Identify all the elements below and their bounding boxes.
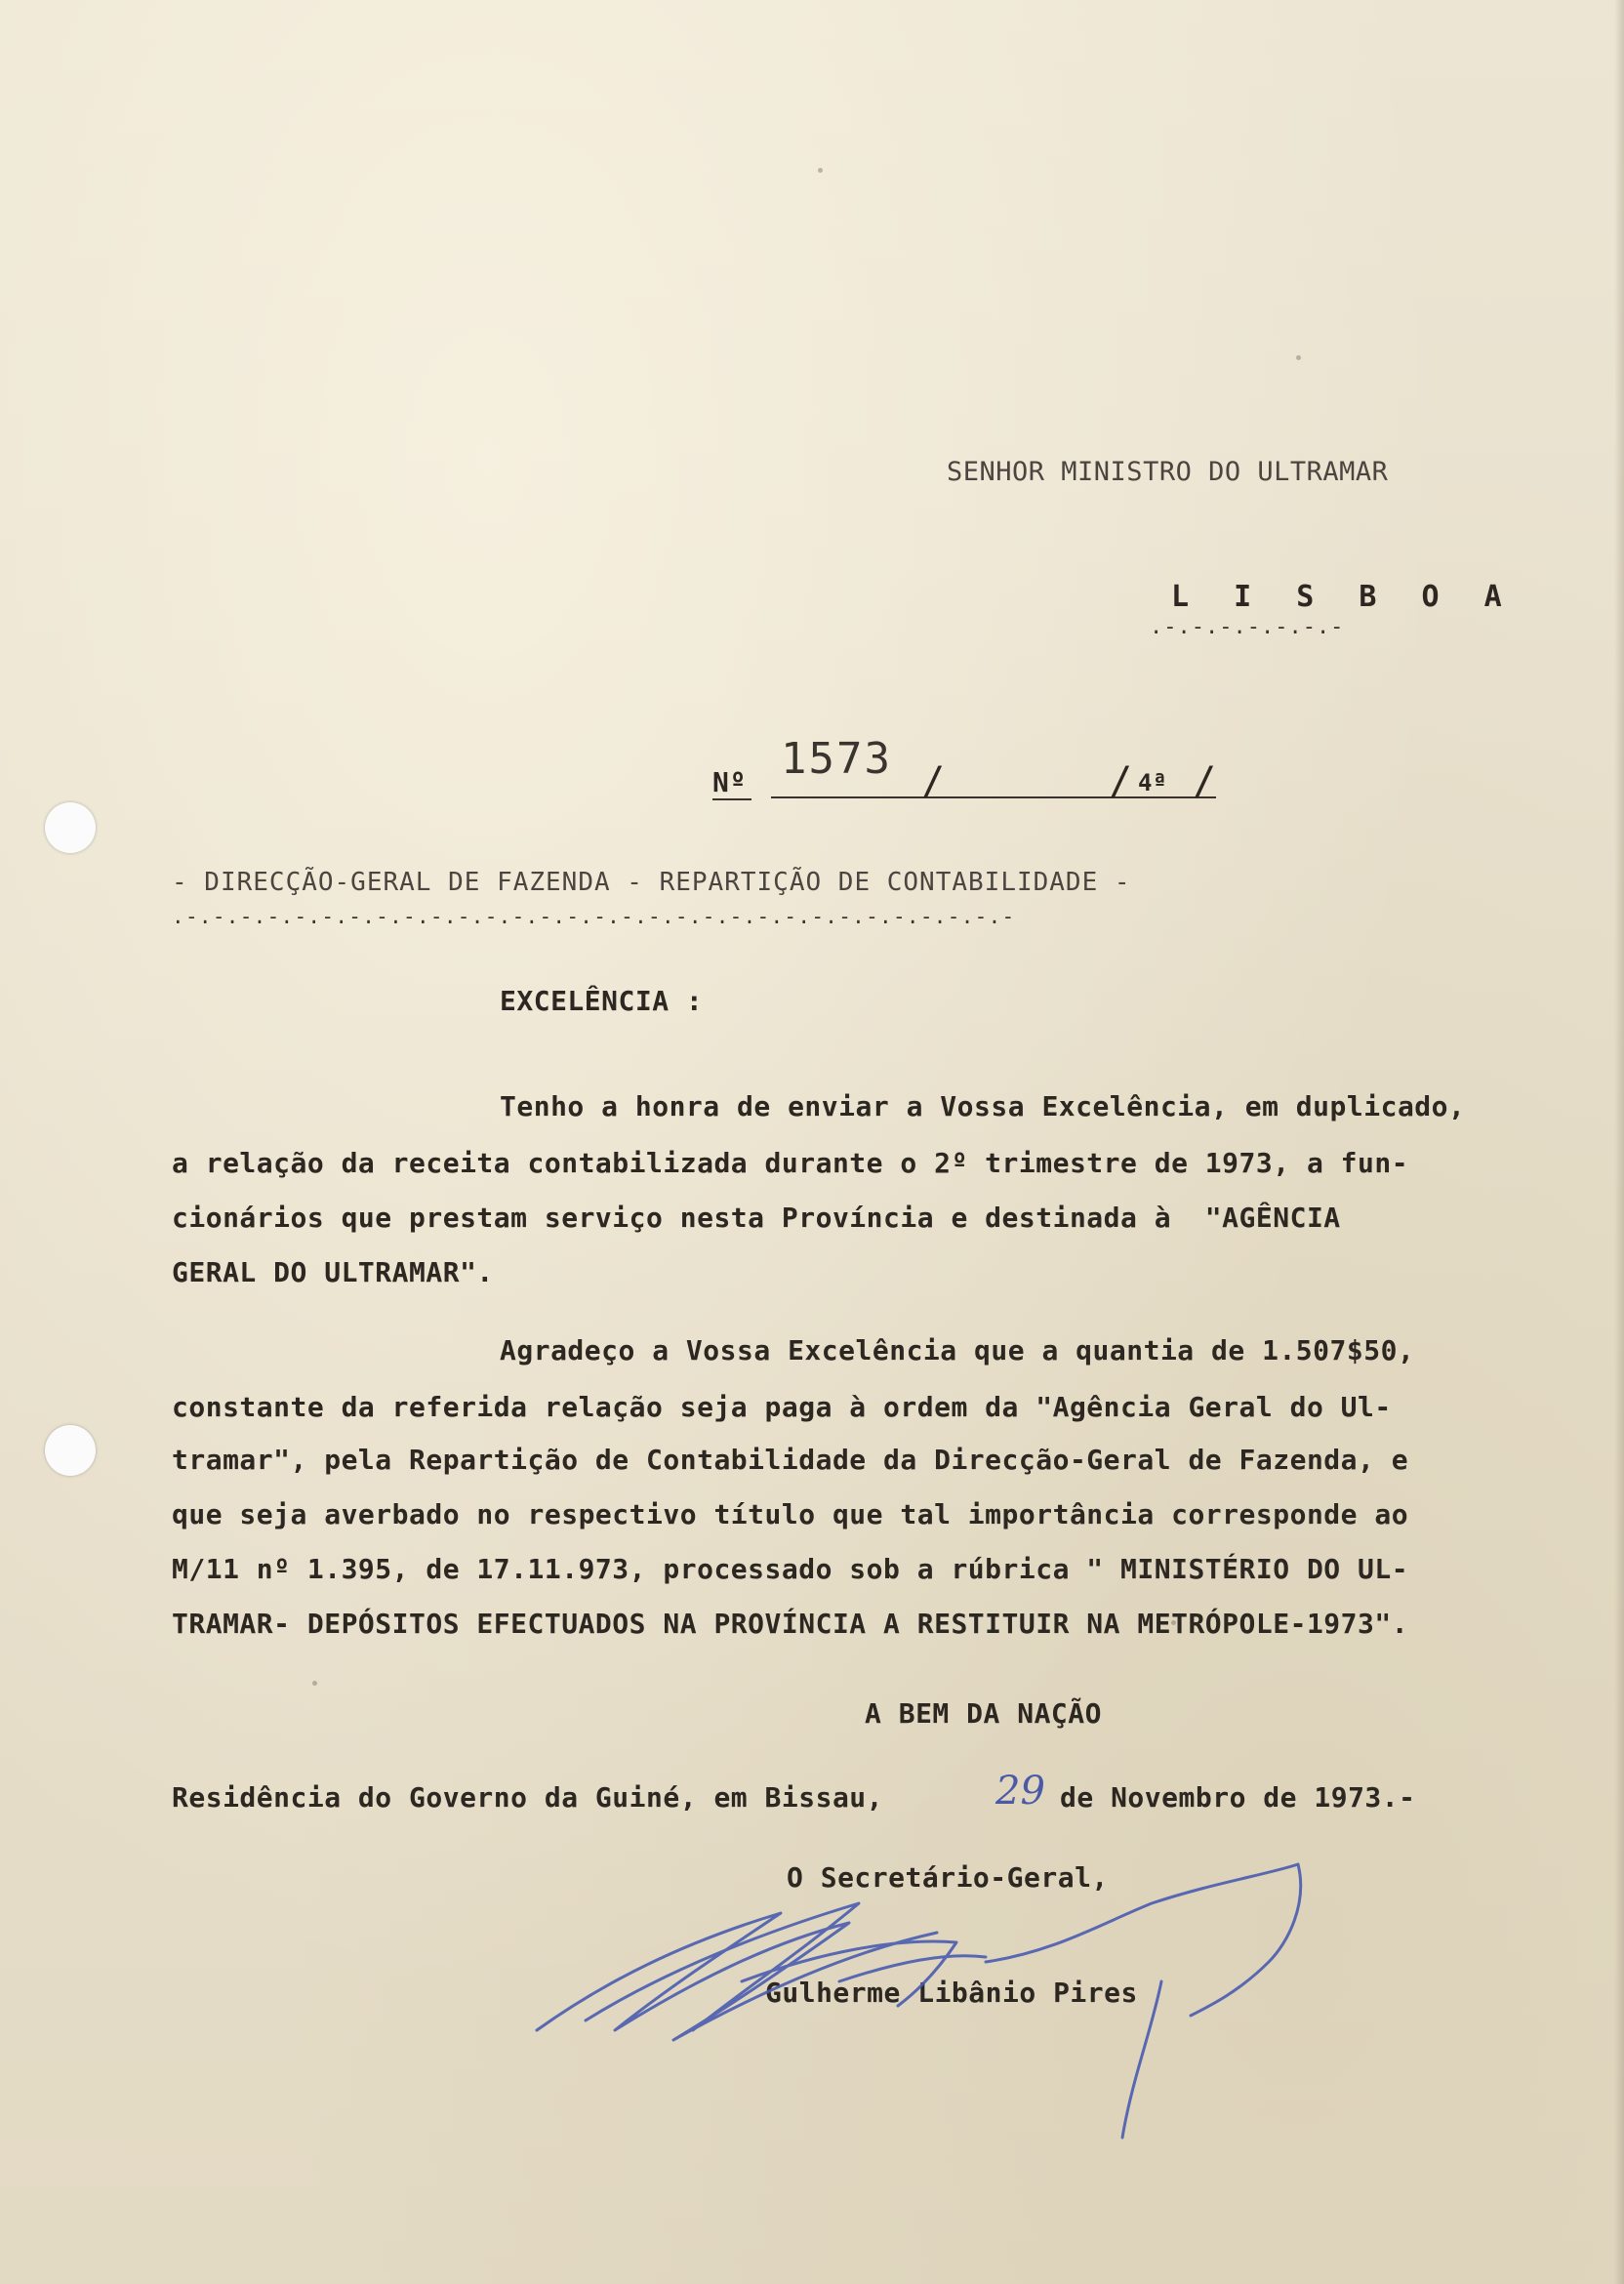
- place-date-prefix: Residência do Governo da Guiné, em Bissau,: [172, 1781, 884, 1814]
- paper-speck: [312, 1681, 317, 1686]
- reference-prefix: Nº: [712, 766, 747, 798]
- paper-speck: [818, 168, 823, 173]
- paragraph1-line: a relação da receita contabilizada durante o 2º trimestre de 1973, a fun-: [172, 1147, 1409, 1179]
- paragraph1-line: Tenho a honra de enviar a Vossa Excelência, em duplicado,: [500, 1090, 1466, 1122]
- paragraph2-line: Agradeço a Vossa Excelência que a quantia de 1.507$50,: [500, 1334, 1415, 1366]
- department-underline: .-.-.-.-.-.-.-.-.-.-.-.-.-.-.-.-.-.-.-.-.-.-.-.-.-.-.-.-.-.-.-: [172, 905, 1016, 928]
- handwritten-signature: [527, 1835, 1327, 2147]
- paper-speck: [1296, 355, 1301, 360]
- closing: A BEM DA NAÇÃO: [865, 1697, 1103, 1730]
- reference-number: 1573: [781, 734, 892, 784]
- punch-hole: [45, 1425, 96, 1476]
- punch-hole: [45, 802, 96, 853]
- salutation: EXCELÊNCIA :: [500, 985, 704, 1017]
- signatory-name: Gulherme Libânio Pires: [765, 1977, 1138, 2009]
- addressee-city: L I S B O A: [1171, 580, 1516, 614]
- paragraph2-line: que seja averbado no respectivo título que tal importância corresponde ao: [172, 1498, 1409, 1530]
- reference-slash: /: [1109, 759, 1133, 804]
- page-edge-shadow: [1614, 0, 1624, 2284]
- handwritten-day: 29: [995, 1769, 1045, 1814]
- addressee-title: SENHOR MINISTRO DO ULTRAMAR: [947, 457, 1389, 487]
- place-date-suffix: de Novembro de 1973.-: [1060, 1781, 1416, 1814]
- signatory-role: O Secretário-Geral,: [787, 1861, 1109, 1894]
- department-line: - DIRECÇÃO-GERAL DE FAZENDA - REPARTIÇÃO DE CONTABILIDADE -: [172, 868, 1131, 897]
- paragraph2-line: TRAMAR- DEPÓSITOS EFECTUADOS NA PROVÍNCIA A RESTITUIR NA METRÓPOLE-1973".: [172, 1608, 1409, 1640]
- reference-prefix-underline: [712, 798, 751, 800]
- paragraph2-line: M/11 nº 1.395, de 17.11.973, processado sob a rúbrica " MINISTÉRIO DO UL-: [172, 1553, 1409, 1585]
- reference-slash: /: [921, 759, 946, 804]
- reference-section: 4ª: [1138, 769, 1167, 796]
- paragraph1-line: cionários que prestam serviço nesta Província e destinada à "AGÊNCIA: [172, 1202, 1341, 1234]
- paragraph1-line: GERAL DO ULTRAMAR".: [172, 1256, 494, 1288]
- addressee-city-underline: .-.-.-.-.-.-.-: [1150, 615, 1345, 639]
- reference-slash: /: [1193, 759, 1217, 804]
- paragraph2-line: constante da referida relação seja paga à ordem da "Agência Geral do Ul-: [172, 1391, 1392, 1423]
- paragraph2-line: tramar", pela Repartição de Contabilidade da Direcção-Geral de Fazenda, e: [172, 1444, 1409, 1476]
